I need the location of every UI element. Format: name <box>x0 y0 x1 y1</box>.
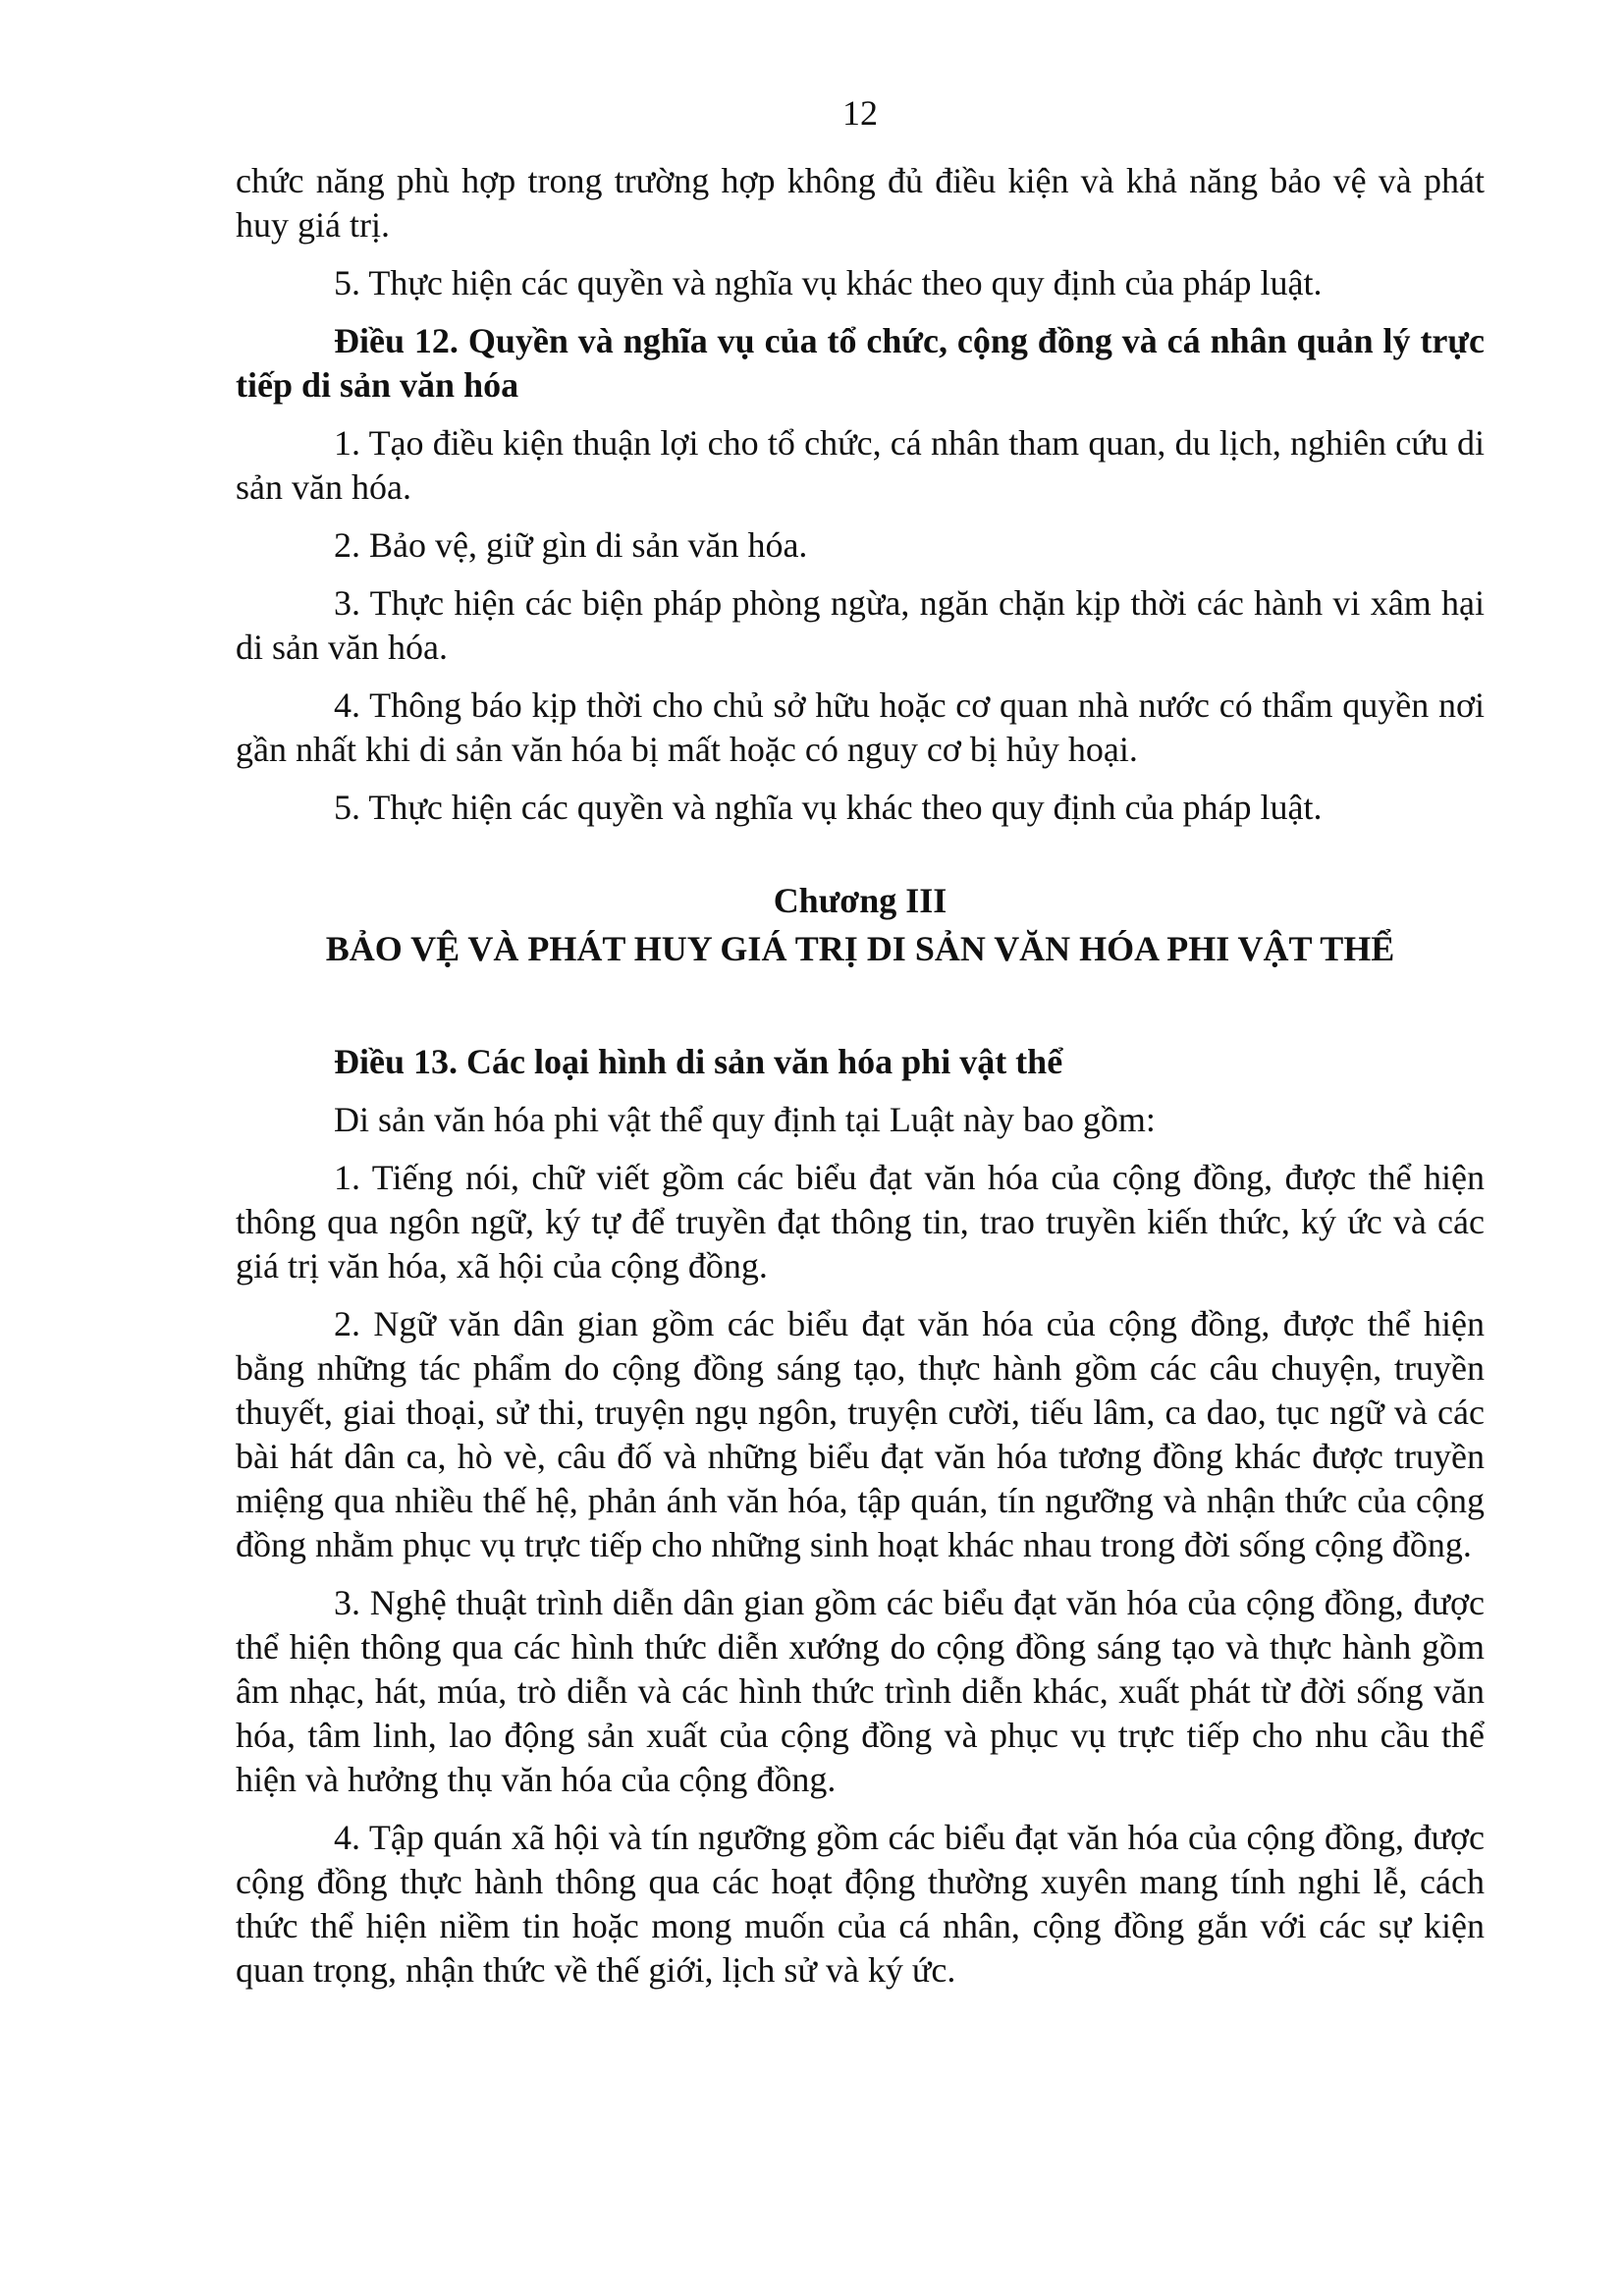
article-12-item-2: 2. Bảo vệ, giữ gìn di sản văn hóa. <box>334 525 808 565</box>
continuation-paragraph: chức năng phù hợp trong trường hợp không đủ điều kiện và khả năng bảo vệ và phát huy giá trị. <box>236 161 1485 245</box>
chapter-title: Chương III <box>773 881 947 920</box>
article-13-item-4: 4. Tập quán xã hội và tín ngưỡng gồm các biểu đạt văn hóa của cộng đồng, được cộng đồng thực hành thông qua các hoạt động thường xuyên mang tính nghi lễ, cách thức thể hiện niềm tin hoặc mong muốn của cá nhân, cộng đồng gắn với các sự kiện quan trọng, nhận thức về thế giới, lịch sử và ký ức. <box>236 1818 1485 1990</box>
article-12-item-4: 4. Thông báo kịp thời cho chủ sở hữu hoặc cơ quan nhà nước có thẩm quyền nơi gần nhất khi di sản văn hóa bị mất hoặc có nguy cơ bị hủy hoại. <box>236 685 1485 769</box>
document-page <box>236 88 1485 2006</box>
chapter-name: BẢO VỆ VÀ PHÁT HUY GIÁ TRỊ DI SẢN VĂN HÓA PHI VẬT THỂ <box>325 929 1395 968</box>
article-13-item-2: 2. Ngữ văn dân gian gồm các biểu đạt văn hóa của cộng đồng, được thể hiện bằng những tác phẩm do cộng đồng sáng tạo, thực hành gồm các câu chuyện, truyền thuyết, giai thoại, sử thi, truyện ngụ ngôn, truyện cười, tiếu lâm, ca dao, tục ngữ và các bài hát dân ca, hò vè, câu đố và những biểu đạt văn hóa tương đồng khác được truyền miệng qua nhiều thế hệ, phản ánh văn hóa, tập quán, tín ngưỡng và nhận thức của cộng đồng nhằm phục vụ trực tiếp cho những sinh hoạt khác nhau trong đời sống cộng đồng. <box>236 1304 1485 1564</box>
article-13-heading: Điều 13. Các loại hình di sản văn hóa phi vật thể <box>334 1042 1063 1081</box>
article-13-item-1: 1. Tiếng nói, chữ viết gồm các biểu đạt văn hóa của cộng đồng, được thể hiện thông qua ngôn ngữ, ký tự để truyền đạt thông tin, trao truyền kiến thức, ký ức và các giá trị văn hóa, xã hội của cộng đồng. <box>236 1158 1485 1285</box>
article-12-item-5: 5. Thực hiện các quyền và nghĩa vụ khác theo quy định của pháp luật. <box>334 788 1323 827</box>
article-11-item-5: 5. Thực hiện các quyền và nghĩa vụ khác theo quy định của pháp luật. <box>334 263 1323 302</box>
article-12-item-1: 1. Tạo điều kiện thuận lợi cho tổ chức, cá nhân tham quan, du lịch, nghiên cứu di sản văn hóa. <box>236 423 1485 507</box>
article-13-intro: Di sản văn hóa phi vật thể quy định tại Luật này bao gồm: <box>334 1100 1156 1139</box>
page-number: 12 <box>842 93 878 133</box>
article-12-heading: Điều 12. Quyền và nghĩa vụ của tổ chức, cộng đồng và cá nhân quản lý trực tiếp di sản văn hóa <box>236 321 1485 405</box>
article-13-item-3: 3. Nghệ thuật trình diễn dân gian gồm các biểu đạt văn hóa của cộng đồng, được thể hiện thông qua các hình thức diễn xướng do cộng đồng sáng tạo và thực hành gồm âm nhạc, hát, múa, trò diễn và các hình thức trình diễn khác, xuất phát từ đời sống văn hóa, tâm linh, lao động sản xuất của cộng đồng và phục vụ trực tiếp cho nhu cầu thể hiện và hưởng thụ văn hóa của cộng đồng. <box>236 1583 1485 1799</box>
article-12-item-3: 3. Thực hiện các biện pháp phòng ngừa, ngăn chặn kịp thời các hành vi xâm hại di sản văn hóa. <box>236 583 1485 667</box>
